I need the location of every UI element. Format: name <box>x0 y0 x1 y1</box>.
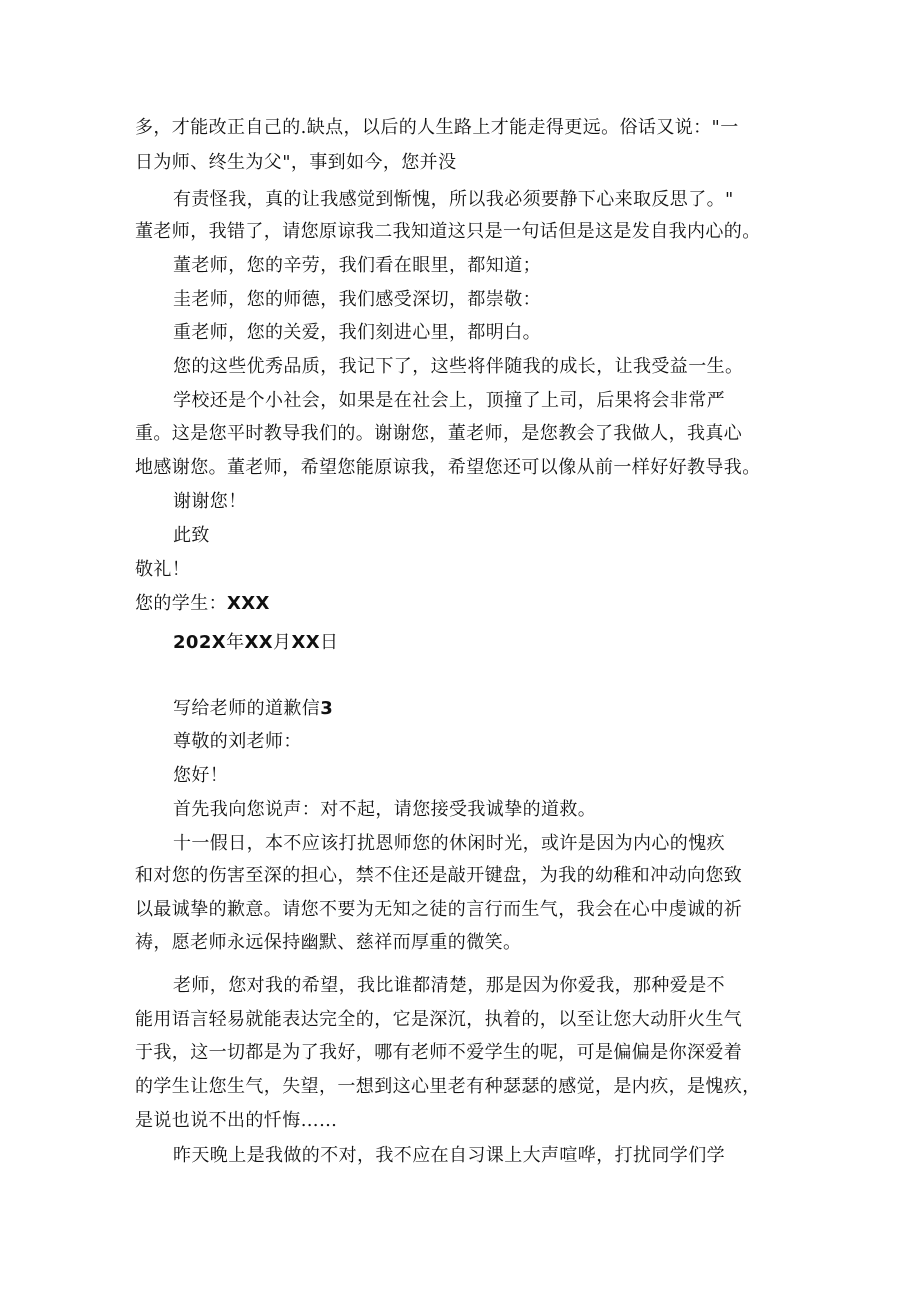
signature-label: 您的学生： <box>135 593 227 614</box>
paragraph-line: 的学生让您生气，失望，一想到这心里老有种瑟瑟的感觉，是内疚，是愧疚， <box>135 1076 761 1097</box>
paragraph-line: 以最诚挚的歉意。请您不要为无知之徒的言行而生气，我会在心中虔诚的祈 <box>135 899 743 920</box>
date-month: XX <box>244 632 274 653</box>
paragraph-line: 祷，愿老师永远保持幽默、慈祥而厚重的微笑。 <box>135 932 522 953</box>
paragraph-line: 董老师，我错了，请您原谅我二我知道这只是一句话但是这是发自我内心的。 <box>135 221 761 242</box>
paragraph-line: 重老师，您的关爱，我们刻进心里，都明白。 <box>173 322 541 343</box>
paragraph-line: 圭老师，您的师德，我们感受深切，都崇敬： <box>173 289 541 310</box>
paragraph-line: 多，才能改正自己的.缺点，以后的人生路上才能走得更远。俗话又说："一 <box>135 117 739 138</box>
paragraph-line: 能用语言轻易就能表达完全的，它是深沉，执着的，以至让您大动肝火生气 <box>135 1009 743 1030</box>
signature-name: XXX <box>227 593 270 614</box>
date-year-unit: 年 <box>226 632 245 653</box>
paragraph-line: 日为师、终生为父"，事到如今，您并没 <box>135 152 457 173</box>
paragraph-line: 和对您的伤害至深的担心，禁不住还是敲开键盘，为我的幼稚和冲动向您致 <box>135 865 743 886</box>
date-month-unit: 月 <box>273 632 292 653</box>
greeting-recipient: 尊敬的刘老师： <box>173 731 302 752</box>
greeting-hello: 您好！ <box>173 765 229 786</box>
section-title-text: 写给老师的道歉信 <box>173 698 321 719</box>
paragraph-line: 董老师，您的辛劳，我们看在眼里，都知道； <box>173 255 541 276</box>
paragraph-line: 重。这是您平时教导我们的。谢谢您，董老师，是您教会了我做人，我真心 <box>135 423 743 444</box>
paragraph-line: 首先我向您说声：对不起，请您接受我诚挚的道救。 <box>173 799 597 820</box>
paragraph-line: 学校还是个小社会，如果是在社会上，顶撞了上司，后果将会非常严 <box>173 390 725 411</box>
paragraph-line: 是说也说不出的忏悔…… <box>135 1110 338 1131</box>
paragraph-line: 于我，这一切都是为了我好，哪有老师不爱学生的呢，可是偏偏是你深爱着 <box>135 1042 743 1063</box>
closing-regards: 敬礼！ <box>135 559 191 580</box>
date-day: XX <box>291 632 320 653</box>
date-day-unit: 日 <box>320 632 339 653</box>
closing-thanks: 谢谢您！ <box>173 491 247 512</box>
closing-salutation: 此致 <box>173 525 210 546</box>
date-year: 202X <box>173 632 227 653</box>
section-title <box>173 696 795 722</box>
paragraph-line: 老师，您对我的希望，我比谁都清楚，那是因为你爱我，那种爱是不 <box>173 975 725 996</box>
paragraph-line: 昨天晚上是我做的不对，我不应在自习课上大声喧哗，打扰同学们学 <box>173 1145 725 1166</box>
paragraph-line: 有责怪我，真的让我感觉到惭愧，所以我必须要静下心来取反思了。" <box>173 189 734 210</box>
paragraph-line: 十一假日，本不应该打扰恩师您的休闲时光，或许是因为内心的愧疚 <box>173 833 725 854</box>
letter-date <box>173 630 795 656</box>
section-title-number: 3 <box>320 698 334 719</box>
paragraph-line: 地感谢您。董老师，希望您能原谅我，希望您还可以像从前一样好好教导我。 <box>135 457 761 478</box>
paragraph-line: 您的这些优秀品质，我记下了，这些将伴随我的成长，让我受益一生。 <box>173 356 744 377</box>
signature <box>135 591 795 617</box>
